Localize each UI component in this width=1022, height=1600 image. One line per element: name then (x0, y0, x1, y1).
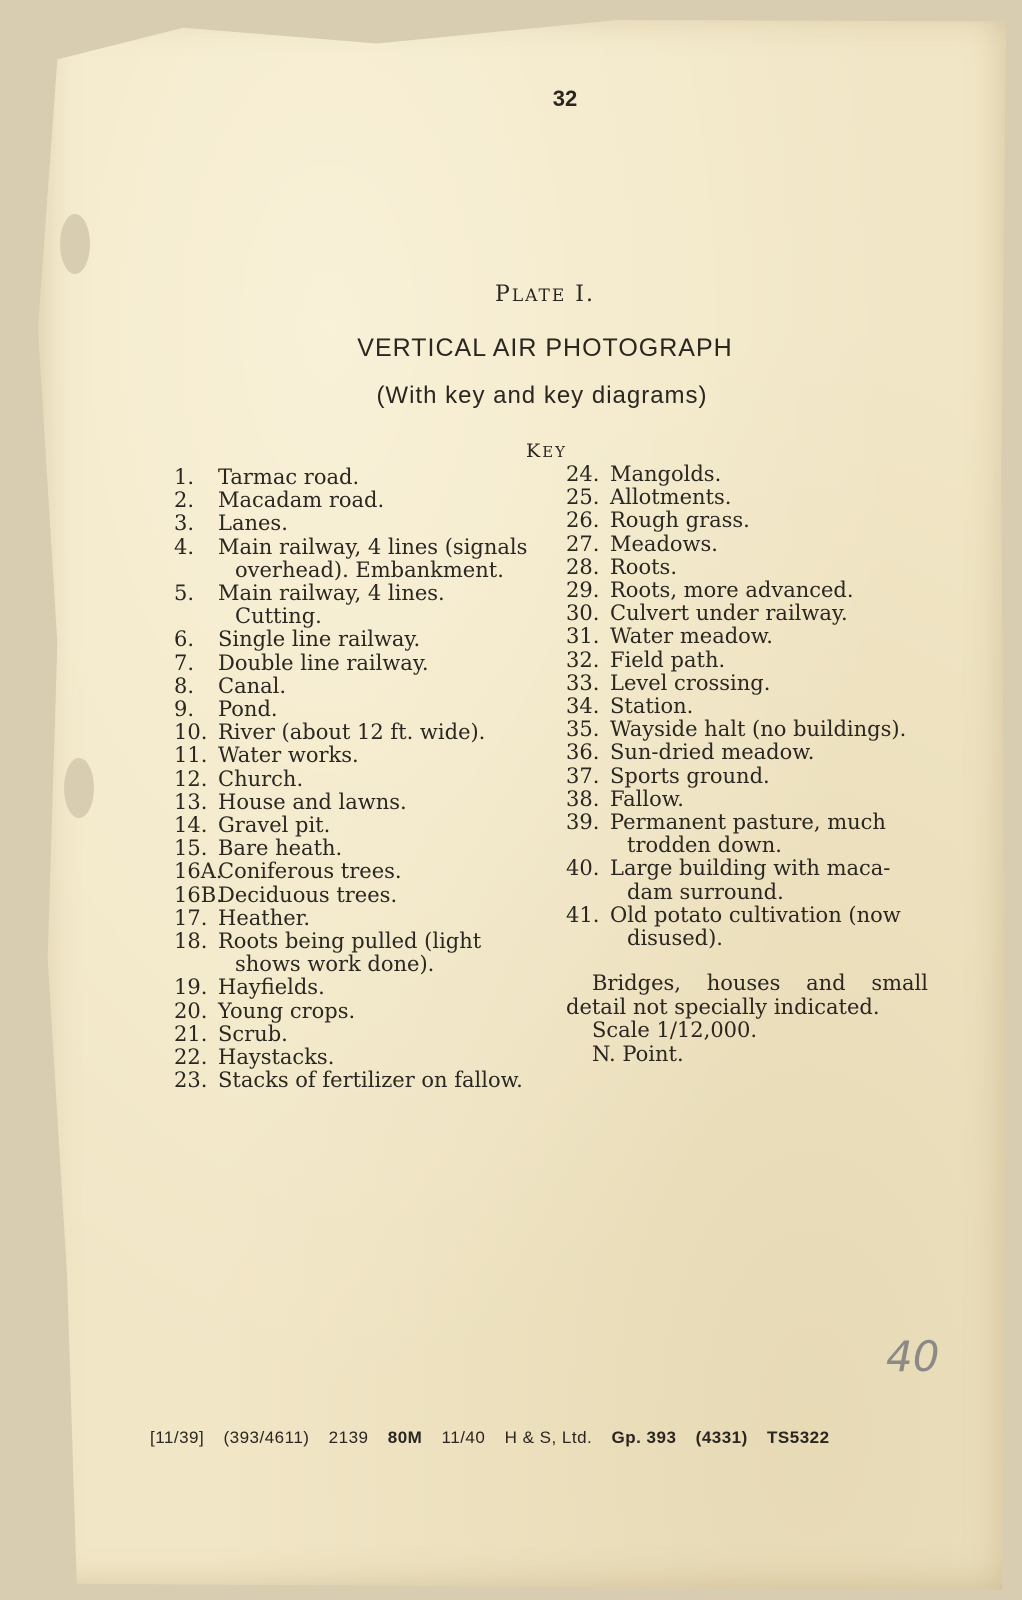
key-item-line: Roots. (610, 554, 677, 579)
key-item-line: Level crossing. (610, 670, 771, 695)
key-item-line: Roots being pulled (light (218, 929, 482, 954)
key-item-line: Pond. (218, 697, 278, 722)
key-item (174, 652, 554, 675)
footer-group: Gp. 393 (611, 1428, 677, 1447)
key-item-text (610, 788, 930, 811)
key-item-line: Wayside halt (no buildings). (610, 717, 907, 742)
key-item-line: Rough grass. (610, 508, 750, 533)
footer-ref-2: (393/4611) (223, 1428, 310, 1447)
key-item-line: Sports ground. (610, 763, 770, 788)
key-item-text (610, 695, 930, 718)
key-item-number: 29. (566, 578, 600, 603)
plate-label: PLATE (495, 282, 567, 307)
key-item-line: Canal. (218, 673, 287, 698)
key-item-line: Roots, more advanced. (610, 578, 854, 603)
key-item-number: 30. (566, 601, 600, 626)
key-item-text (218, 791, 554, 814)
key-item (174, 698, 554, 721)
key-item-line: Old potato cultivation (now (610, 902, 901, 927)
key-item (566, 695, 930, 718)
key-item-line: Mangolds. (610, 462, 722, 486)
key-item-text (218, 884, 554, 907)
key-item-text (218, 1069, 554, 1092)
key-item-number: 31. (566, 624, 600, 649)
key-item (174, 489, 554, 512)
key-item-number: 16B. (174, 882, 223, 907)
key-item-line: shows work done). (235, 952, 435, 977)
plate-heading (0, 282, 1022, 307)
key-item-line: Bare heath. (218, 836, 343, 861)
key-item (174, 466, 554, 489)
key-item-text (610, 857, 930, 903)
key-item-text (610, 765, 930, 788)
key-item-number: 8. (174, 673, 195, 698)
key-item (174, 907, 554, 930)
key-notes (566, 972, 928, 1066)
key-item (174, 930, 554, 976)
key-item-number: 11. (174, 743, 208, 768)
key-item (566, 625, 930, 648)
key-item-number: 39. (566, 810, 600, 835)
key-item-number: 36. (566, 740, 600, 765)
key-item-line: Young crops. (218, 998, 356, 1023)
key-item-line: trodden down. (627, 833, 782, 858)
key-item-text (610, 533, 930, 556)
key-item-number: 32. (566, 647, 600, 672)
key-item-text (218, 1046, 554, 1069)
key-item-text (610, 486, 930, 509)
key-item-line: Stacks of fertilizer on fallow. (218, 1068, 523, 1093)
key-item (174, 837, 554, 860)
key-item-line: dam surround. (627, 879, 784, 904)
key-item (566, 533, 930, 556)
key-item-number: 4. (174, 534, 195, 559)
key-item (566, 556, 930, 579)
key-item-number: 13. (174, 789, 208, 814)
key-item-number: 25. (566, 485, 600, 510)
key-item (174, 1046, 554, 1069)
key-item-number: 28. (566, 554, 600, 579)
key-item (174, 768, 554, 791)
key-item-number: 26. (566, 508, 600, 533)
footer-ref-6: (4331) (695, 1428, 748, 1447)
key-item-text (218, 837, 554, 860)
key-item-number: 9. (174, 697, 195, 722)
key-item-line: Permanent pasture, much (610, 810, 886, 835)
key-item (566, 649, 930, 672)
key-item-text (610, 649, 930, 672)
footer-printer: H & S, Ltd. (504, 1428, 593, 1447)
key-item-number: 18. (174, 929, 208, 954)
key-item-line: disused). (627, 926, 723, 951)
key-list-left (174, 466, 554, 1092)
key-item-text (218, 814, 554, 837)
footer-ref-3: 2139 (328, 1428, 369, 1447)
key-item-number: 17. (174, 905, 208, 930)
footer-ref-1: [11/39] (150, 1428, 205, 1447)
key-item-line: overhead). Embankment. (235, 557, 504, 582)
key-item (174, 860, 554, 883)
key-item-text (218, 698, 554, 721)
key-item-number: 22. (174, 1045, 208, 1070)
key-item-line: Field path. (610, 647, 726, 672)
key-item-text (610, 811, 930, 857)
key-item-number: 34. (566, 694, 600, 719)
key-item-text (218, 907, 554, 930)
key-item (174, 628, 554, 651)
key-item (566, 463, 930, 486)
key-item (566, 718, 930, 741)
key-item (566, 509, 930, 532)
key-item-number: 15. (174, 836, 208, 861)
key-item-line: Gravel pit. (218, 813, 331, 838)
key-item (566, 904, 930, 950)
key-item (174, 536, 554, 582)
key-item-line: Double line railway. (218, 650, 429, 675)
key-item-text (610, 556, 930, 579)
key-item-line: Main railway, 4 lines. (218, 581, 445, 606)
key-item-line: Culvert under railway. (610, 601, 848, 626)
key-item (566, 765, 930, 788)
key-item-number: 6. (174, 627, 195, 652)
key-item-line: Meadows. (610, 531, 718, 556)
key-item-line: Macadam road. (218, 488, 385, 513)
key-item-number: 35. (566, 717, 600, 742)
punch-hole-top (60, 214, 90, 274)
key-item-line: Water works. (218, 743, 359, 768)
key-item-line: Allotments. (610, 485, 732, 510)
key-item (566, 602, 930, 625)
key-item-text (610, 602, 930, 625)
key-item-line: Church. (218, 766, 304, 791)
key-item (566, 672, 930, 695)
key-item-text (218, 536, 554, 582)
key-item (174, 1023, 554, 1046)
key-item-line: Large building with maca- (610, 856, 891, 881)
key-item-text (610, 741, 930, 764)
notes-north-point: N. Point. (592, 1041, 684, 1066)
key-item (174, 1000, 554, 1023)
key-item-number: 10. (174, 720, 208, 745)
key-item-text (218, 930, 554, 976)
key-heading: KEY (526, 440, 568, 462)
key-item-number: 14. (174, 813, 208, 838)
key-item (174, 744, 554, 767)
key-item-text (218, 1023, 554, 1046)
key-item (174, 512, 554, 535)
key-item-line: Station. (610, 694, 694, 719)
key-item-number: 40. (566, 856, 600, 881)
notes-bridges: Bridges, houses and small detail not specially indicated. (566, 971, 928, 1019)
key-item (174, 814, 554, 837)
key-item-number: 7. (174, 650, 195, 675)
key-item (566, 579, 930, 602)
handwritten-page-number: 40 (886, 1332, 940, 1381)
key-item (174, 1069, 554, 1092)
key-item-text (218, 652, 554, 675)
key-item (174, 582, 554, 628)
key-item-line: Fallow. (610, 786, 684, 811)
key-item-text (610, 579, 930, 602)
key-item (566, 857, 930, 903)
key-item-number: 2. (174, 488, 195, 513)
notes-scale: Scale 1/12,000. (592, 1018, 758, 1042)
key-item-number: 12. (174, 766, 208, 791)
footer-ref-4: 80M (387, 1428, 423, 1447)
key-list-right (566, 463, 930, 950)
key-item-line: Sun-dried meadow. (610, 740, 815, 765)
key-item-text (218, 1000, 554, 1023)
key-item-text (218, 582, 554, 628)
key-item-line: Hayfields. (218, 975, 325, 1000)
key-item-number: 3. (174, 511, 195, 536)
plate-numeral: I. (575, 282, 595, 307)
key-item-text (218, 744, 554, 767)
key-item-text (610, 672, 930, 695)
key-item-line: Heather. (218, 905, 311, 930)
key-item-line: Lanes. (218, 511, 288, 536)
key-item-number: 27. (566, 531, 600, 556)
key-item (566, 788, 930, 811)
page-number: 32 (552, 86, 578, 111)
key-item-line: House and lawns. (218, 789, 407, 814)
key-item (174, 791, 554, 814)
key-item-text (218, 512, 554, 535)
key-item-number: 16A. (174, 859, 223, 884)
key-item-text (610, 509, 930, 532)
page-title: VERTICAL AIR PHOTOGRAPH (357, 334, 733, 362)
key-item-text (218, 860, 554, 883)
key-item-number: 37. (566, 763, 600, 788)
key-item-line: Cutting. (235, 604, 322, 629)
key-item-number: 5. (174, 581, 195, 606)
key-item (174, 884, 554, 907)
key-item-text (218, 768, 554, 791)
key-item-number: 23. (174, 1068, 208, 1093)
key-item-number: 41. (566, 902, 600, 927)
key-item (174, 675, 554, 698)
key-item-number: 1. (174, 465, 195, 489)
key-item-line: Coniferous trees. (218, 859, 402, 884)
key-item-text (218, 976, 554, 999)
key-item-line: Deciduous trees. (218, 882, 398, 907)
key-item (566, 811, 930, 857)
key-item-number: 38. (566, 786, 600, 811)
key-item-line: Haystacks. (218, 1045, 335, 1070)
key-item-number: 20. (174, 998, 208, 1023)
key-item-text (610, 904, 930, 950)
page-subtitle: (With key and key diagrams) (376, 382, 708, 409)
footer-ref-7: TS5322 (767, 1428, 830, 1447)
key-item (566, 741, 930, 764)
key-item-number: 21. (174, 1021, 208, 1046)
punch-hole-middle (64, 758, 94, 818)
key-item-text (610, 463, 930, 486)
key-item (174, 721, 554, 744)
key-item-text (218, 721, 554, 744)
key-item-text (218, 675, 554, 698)
key-item-line: Tarmac road. (218, 465, 360, 489)
key-item-text (218, 466, 554, 489)
key-item-line: River (about 12 ft. wide). (218, 720, 486, 745)
printer-footer (150, 1428, 830, 1448)
footer-ref-5: 11/40 (441, 1428, 486, 1447)
key-item-line: Single line railway. (218, 627, 421, 652)
key-item (566, 486, 930, 509)
key-item-text (218, 628, 554, 651)
key-item-line: Water meadow. (610, 624, 773, 649)
key-item (174, 976, 554, 999)
key-item-number: 19. (174, 975, 208, 1000)
key-item-number: 33. (566, 670, 600, 695)
key-item-text (218, 489, 554, 512)
key-item-number: 24. (566, 462, 600, 486)
key-item-line: Scrub. (218, 1021, 288, 1046)
key-item-text (610, 625, 930, 648)
key-item-line: Main railway, 4 lines (signals (218, 534, 528, 559)
key-item-text (610, 718, 930, 741)
